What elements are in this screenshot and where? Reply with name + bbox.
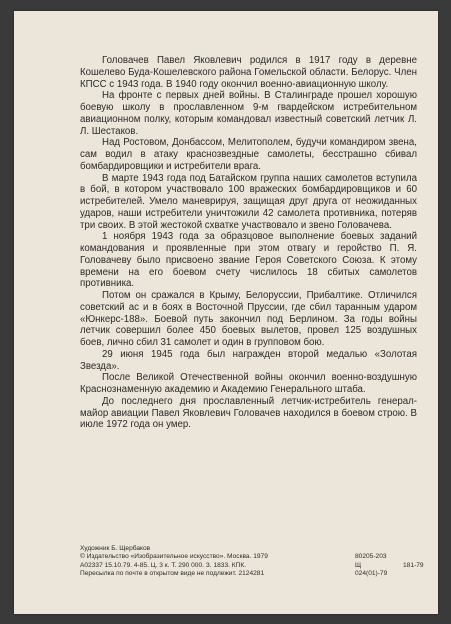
publisher-credit: © Издательство «Изобразительное искусство». Москва. 1979 xyxy=(80,553,268,561)
paragraph: На фронте с первых дней войны. В Сталинграде прошел хорошую боевую школу в прославленном 9-м гвардейском истребительном авиационном полку, которым командовал известный советский летчик Л. Л. Шестаков. xyxy=(80,90,417,137)
mail-note-line xyxy=(80,570,417,578)
series-code: 80205-203 xyxy=(355,553,387,561)
print-info-line xyxy=(80,561,424,570)
paragraph: Над Ростовом, Донбассом, Мелитополем, будучи командиром звена, сам водил в атаку краснозвездные самолеты, бесстрашно сбивал бомбардировщики и истребители врага. xyxy=(80,137,417,172)
imprint-block xyxy=(80,545,424,579)
number-code: 181-79 xyxy=(403,561,424,569)
paragraph: 29 июня 1945 года был награжден второй медалью «Золотая Звезда». xyxy=(80,348,417,372)
publisher-line xyxy=(80,553,417,561)
sch-code: Щ xyxy=(355,561,362,569)
artist-credit: Художник Б. Щербаков xyxy=(80,545,151,552)
biography-text xyxy=(80,55,417,431)
paragraph: В марте 1943 года под Батайском группа наших самолетов вступила в бой, в котором участвовало 100 вражеских бомбардировщиков и 60 истребителей. Умело маневрируя, защищая друг друга от неожиданных ударов, наши истребители уничтожили 42 самолета противника, потеряв три своих. В этой жестокой схватке участвовало и звено Головачева. xyxy=(80,172,417,231)
paragraph: После Великой Отечественной войны окончил военно-воздушную Краснознаменную академию и Академию Генерального штаба. xyxy=(80,372,417,395)
paragraph: Головачев Павел Яковлевич родился в 1917 году в деревне Кошелево Буда-Кошелевского района Гомельской области. Белорус. Член КПСС с 1943 года. В 1940 году окончил военно-авиационную школу. xyxy=(80,55,417,90)
print-info: А02337 15.10.79. 4-85. Ц. 3 к. Т. 290 000. З. 1833. КПК. xyxy=(80,561,247,569)
paragraph: 1 ноября 1943 года за образцовое выполнение боевых заданий командования и проявленные при этом отвагу и геройство П. Я. Головачеву было присвоено звание Героя Советского Союза. К этому времени на его боевом счету числилось 18 сбитых самолетов противника. xyxy=(80,231,417,290)
paragraph: Потом он сражался в Крыму, Белоруссии, Прибалтике. Отличился советский ас и в боях в Восточной Пруссии, где сбил таранным ударом «Юнкерс-188». Боевой путь закончил под Берлином. За годы войны летчик совершил более 450 боевых вылетов, провел 125 воздушных боев, лично сбил 31 самолет и один в групповом бою. xyxy=(80,290,417,348)
bottom-code: 024(01)-79 xyxy=(355,570,388,578)
paragraph: До последнего дня прославленный летчик-истребитель генерал-майор авиации Павел Яковлевич Головачев находился в боевом строю. В июле 1972 года он умер. xyxy=(80,395,417,431)
postcard-back xyxy=(14,11,438,614)
mail-note: Пересылка по почте в открытом виде не подлежит. 2124281 xyxy=(80,570,265,578)
